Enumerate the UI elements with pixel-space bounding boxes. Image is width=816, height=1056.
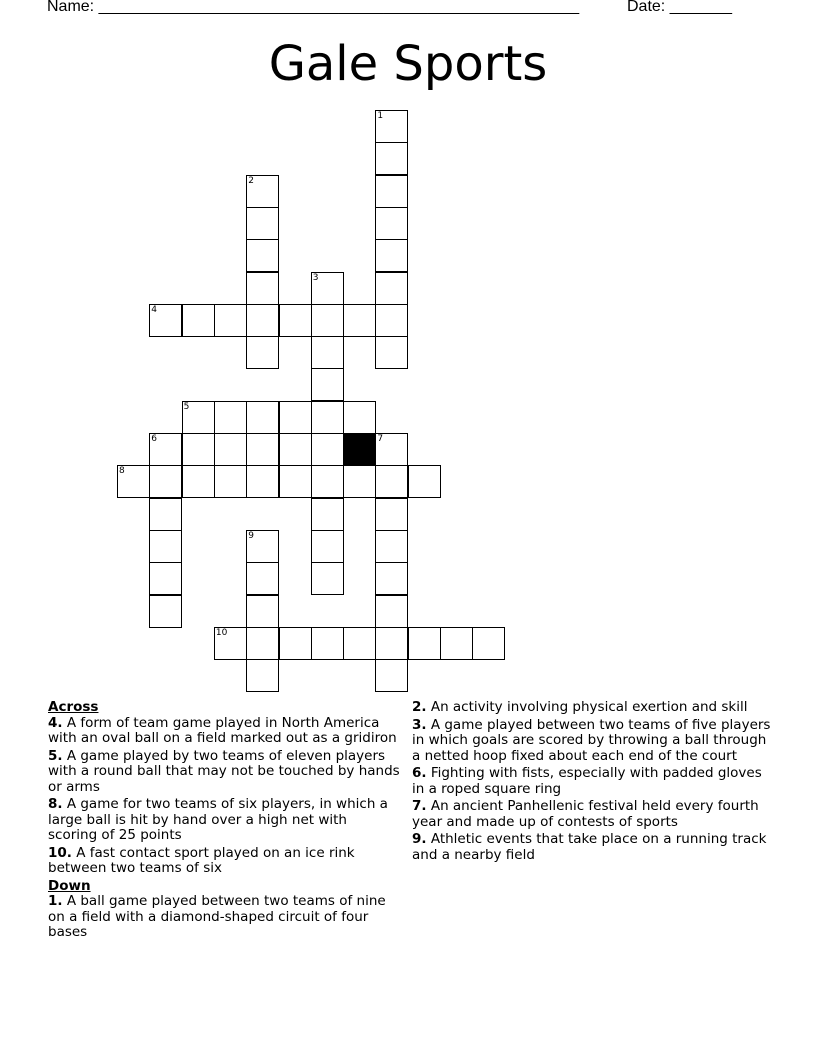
- grid-cell[interactable]: [246, 239, 279, 272]
- across-heading: Across: [48, 699, 99, 715]
- grid-cell[interactable]: [214, 465, 247, 498]
- name-field-label: Name: ______________________________________________________: [47, 0, 580, 15]
- grid-cell[interactable]: [149, 304, 182, 337]
- grid-cell[interactable]: [375, 142, 408, 175]
- grid-cell[interactable]: [311, 498, 344, 531]
- clue-text: A game for two teams of six players, in which a large ball is hit by hand over a high net with scoring of 25 points: [48, 796, 388, 843]
- date-field-label: Date: _______: [627, 0, 732, 15]
- grid-cell[interactable]: [182, 433, 215, 466]
- grid-cell[interactable]: [149, 595, 182, 628]
- clue-down-7: [412, 799, 772, 830]
- grid-cell[interactable]: [343, 401, 376, 434]
- grid-cell[interactable]: [311, 304, 344, 337]
- clue-number: 3.: [412, 716, 427, 733]
- grid-cell[interactable]: [311, 627, 344, 660]
- grid-cell[interactable]: [279, 433, 312, 466]
- clue-number-label: 4: [151, 304, 158, 315]
- grid-cell[interactable]: [311, 336, 344, 369]
- grid-cell[interactable]: [375, 530, 408, 563]
- grid-cell[interactable]: [246, 304, 279, 337]
- grid-cell[interactable]: [311, 562, 344, 595]
- clue-text: A ball game played between two teams of nine on a field with a diamond-shaped circuit of four bases: [48, 893, 386, 940]
- clue-across-10: [48, 846, 400, 877]
- grid-cell[interactable]: [375, 595, 408, 628]
- grid-cell[interactable]: [246, 627, 279, 660]
- grid-cell[interactable]: [375, 659, 408, 692]
- grid-cell[interactable]: [375, 498, 408, 531]
- clue-text: Athletic events that take place on a running track and a nearby field: [412, 831, 767, 863]
- clue-text: A game played by two teams of eleven players with a round ball that may not be touched by hands or arms: [48, 747, 400, 795]
- clue-number: 7.: [412, 798, 427, 814]
- grid-cell[interactable]: [246, 562, 279, 595]
- grid-cell[interactable]: [214, 401, 247, 434]
- clue-number: 6.: [412, 765, 427, 781]
- grid-cell[interactable]: [246, 530, 279, 563]
- clue-number: 5.: [48, 747, 63, 764]
- clue-down-9: [412, 832, 772, 863]
- grid-cell[interactable]: [408, 627, 441, 660]
- page-title: Gale Sports: [268, 36, 548, 92]
- clue-text: Fighting with fists, especially with padded gloves in a roped square ring: [412, 765, 762, 797]
- clue-across-4: [48, 716, 400, 747]
- grid-cell[interactable]: [214, 627, 247, 660]
- grid-cell[interactable]: [246, 401, 279, 434]
- clues-left-column: [48, 700, 400, 943]
- clue-number-label: 7: [377, 434, 384, 444]
- grid-cell[interactable]: [375, 562, 408, 595]
- grid-cell[interactable]: [311, 433, 344, 466]
- grid-cell[interactable]: [117, 465, 150, 498]
- clue-number: 1.: [48, 893, 63, 909]
- grid-cell[interactable]: [375, 304, 408, 337]
- grid-cell[interactable]: [149, 498, 182, 531]
- grid-cell[interactable]: [375, 336, 408, 369]
- grid-cell[interactable]: [311, 272, 344, 305]
- grid-cell[interactable]: [375, 465, 408, 498]
- grid-cell[interactable]: [375, 175, 408, 208]
- grid-cell[interactable]: [279, 304, 312, 337]
- clue-number-label: 6: [151, 434, 158, 444]
- clues-right-column: [412, 700, 772, 865]
- grid-cell[interactable]: [149, 562, 182, 595]
- clue-text: A form of team game played in North America with an oval ball on a field marked out as a gridiron: [48, 714, 397, 746]
- clue-number: 10.: [48, 844, 72, 861]
- grid-cell[interactable]: [149, 433, 182, 466]
- grid-cell[interactable]: [182, 401, 215, 434]
- grid-cell[interactable]: [375, 627, 408, 660]
- grid-cell[interactable]: [149, 530, 182, 563]
- grid-block: [343, 433, 376, 466]
- grid-cell[interactable]: [246, 272, 279, 305]
- grid-cell[interactable]: [279, 401, 312, 434]
- grid-cell[interactable]: [149, 465, 182, 498]
- grid-cell[interactable]: [246, 659, 279, 692]
- clue-number: 9.: [412, 831, 427, 847]
- grid-cell[interactable]: [375, 272, 408, 305]
- grid-cell[interactable]: [408, 465, 441, 498]
- grid-cell[interactable]: [214, 433, 247, 466]
- grid-cell[interactable]: [279, 465, 312, 498]
- clue-text: An activity involving physical exertion and skill: [430, 699, 748, 715]
- clue-number: 4.: [48, 714, 63, 731]
- clue-number-label: 10: [215, 627, 228, 638]
- grid-cell[interactable]: [182, 304, 215, 337]
- grid-cell[interactable]: [182, 465, 215, 498]
- clue-down-2: [412, 700, 772, 716]
- grid-cell[interactable]: [246, 465, 279, 498]
- clue-number-label: 1: [377, 111, 384, 121]
- clue-down-1: [48, 894, 400, 941]
- grid-cell[interactable]: [375, 239, 408, 272]
- down-heading: Down: [48, 877, 91, 894]
- grid-cell[interactable]: [375, 207, 408, 240]
- grid-cell[interactable]: [375, 110, 408, 143]
- grid-cell[interactable]: [279, 627, 312, 660]
- clue-text: A game played between two teams of five players in which goals are scored by throwing a ball through a netted hoop fixed about each end of the court: [412, 716, 771, 764]
- clue-text: A fast contact sport played on an ice rink between two teams of six: [48, 844, 355, 876]
- grid-cell[interactable]: [472, 627, 505, 660]
- grid-cell[interactable]: [375, 433, 408, 466]
- clue-number-label: 8: [119, 466, 125, 477]
- clue-number: 8.: [48, 796, 63, 812]
- grid-cell[interactable]: [246, 175, 279, 208]
- clue-number-label: 5: [183, 401, 190, 412]
- clue-across-5: [48, 749, 400, 796]
- clue-down-3: [412, 718, 772, 765]
- grid-cell[interactable]: [440, 627, 473, 660]
- grid-cell[interactable]: [343, 627, 376, 660]
- grid-cell[interactable]: [246, 336, 279, 369]
- grid-cell[interactable]: [246, 207, 279, 240]
- grid-cell[interactable]: [311, 401, 344, 434]
- clue-number-label: 9: [248, 530, 254, 541]
- grid-cell[interactable]: [311, 465, 344, 498]
- grid-cell[interactable]: [311, 368, 344, 401]
- grid-cell[interactable]: [343, 465, 376, 498]
- grid-cell[interactable]: [246, 433, 279, 466]
- grid-cell[interactable]: [343, 304, 376, 337]
- clue-number: 2.: [412, 699, 427, 715]
- grid-cell[interactable]: [246, 595, 279, 628]
- grid-cell[interactable]: [214, 304, 247, 337]
- clue-number-label: 2: [248, 175, 254, 186]
- clue-number-label: 3: [312, 272, 319, 283]
- clue-across-8: [48, 797, 400, 844]
- clue-down-6: [412, 766, 772, 797]
- clue-text: An ancient Panhellenic festival held every fourth year and made up of contests of sports: [412, 798, 759, 830]
- grid-cell[interactable]: [311, 530, 344, 563]
